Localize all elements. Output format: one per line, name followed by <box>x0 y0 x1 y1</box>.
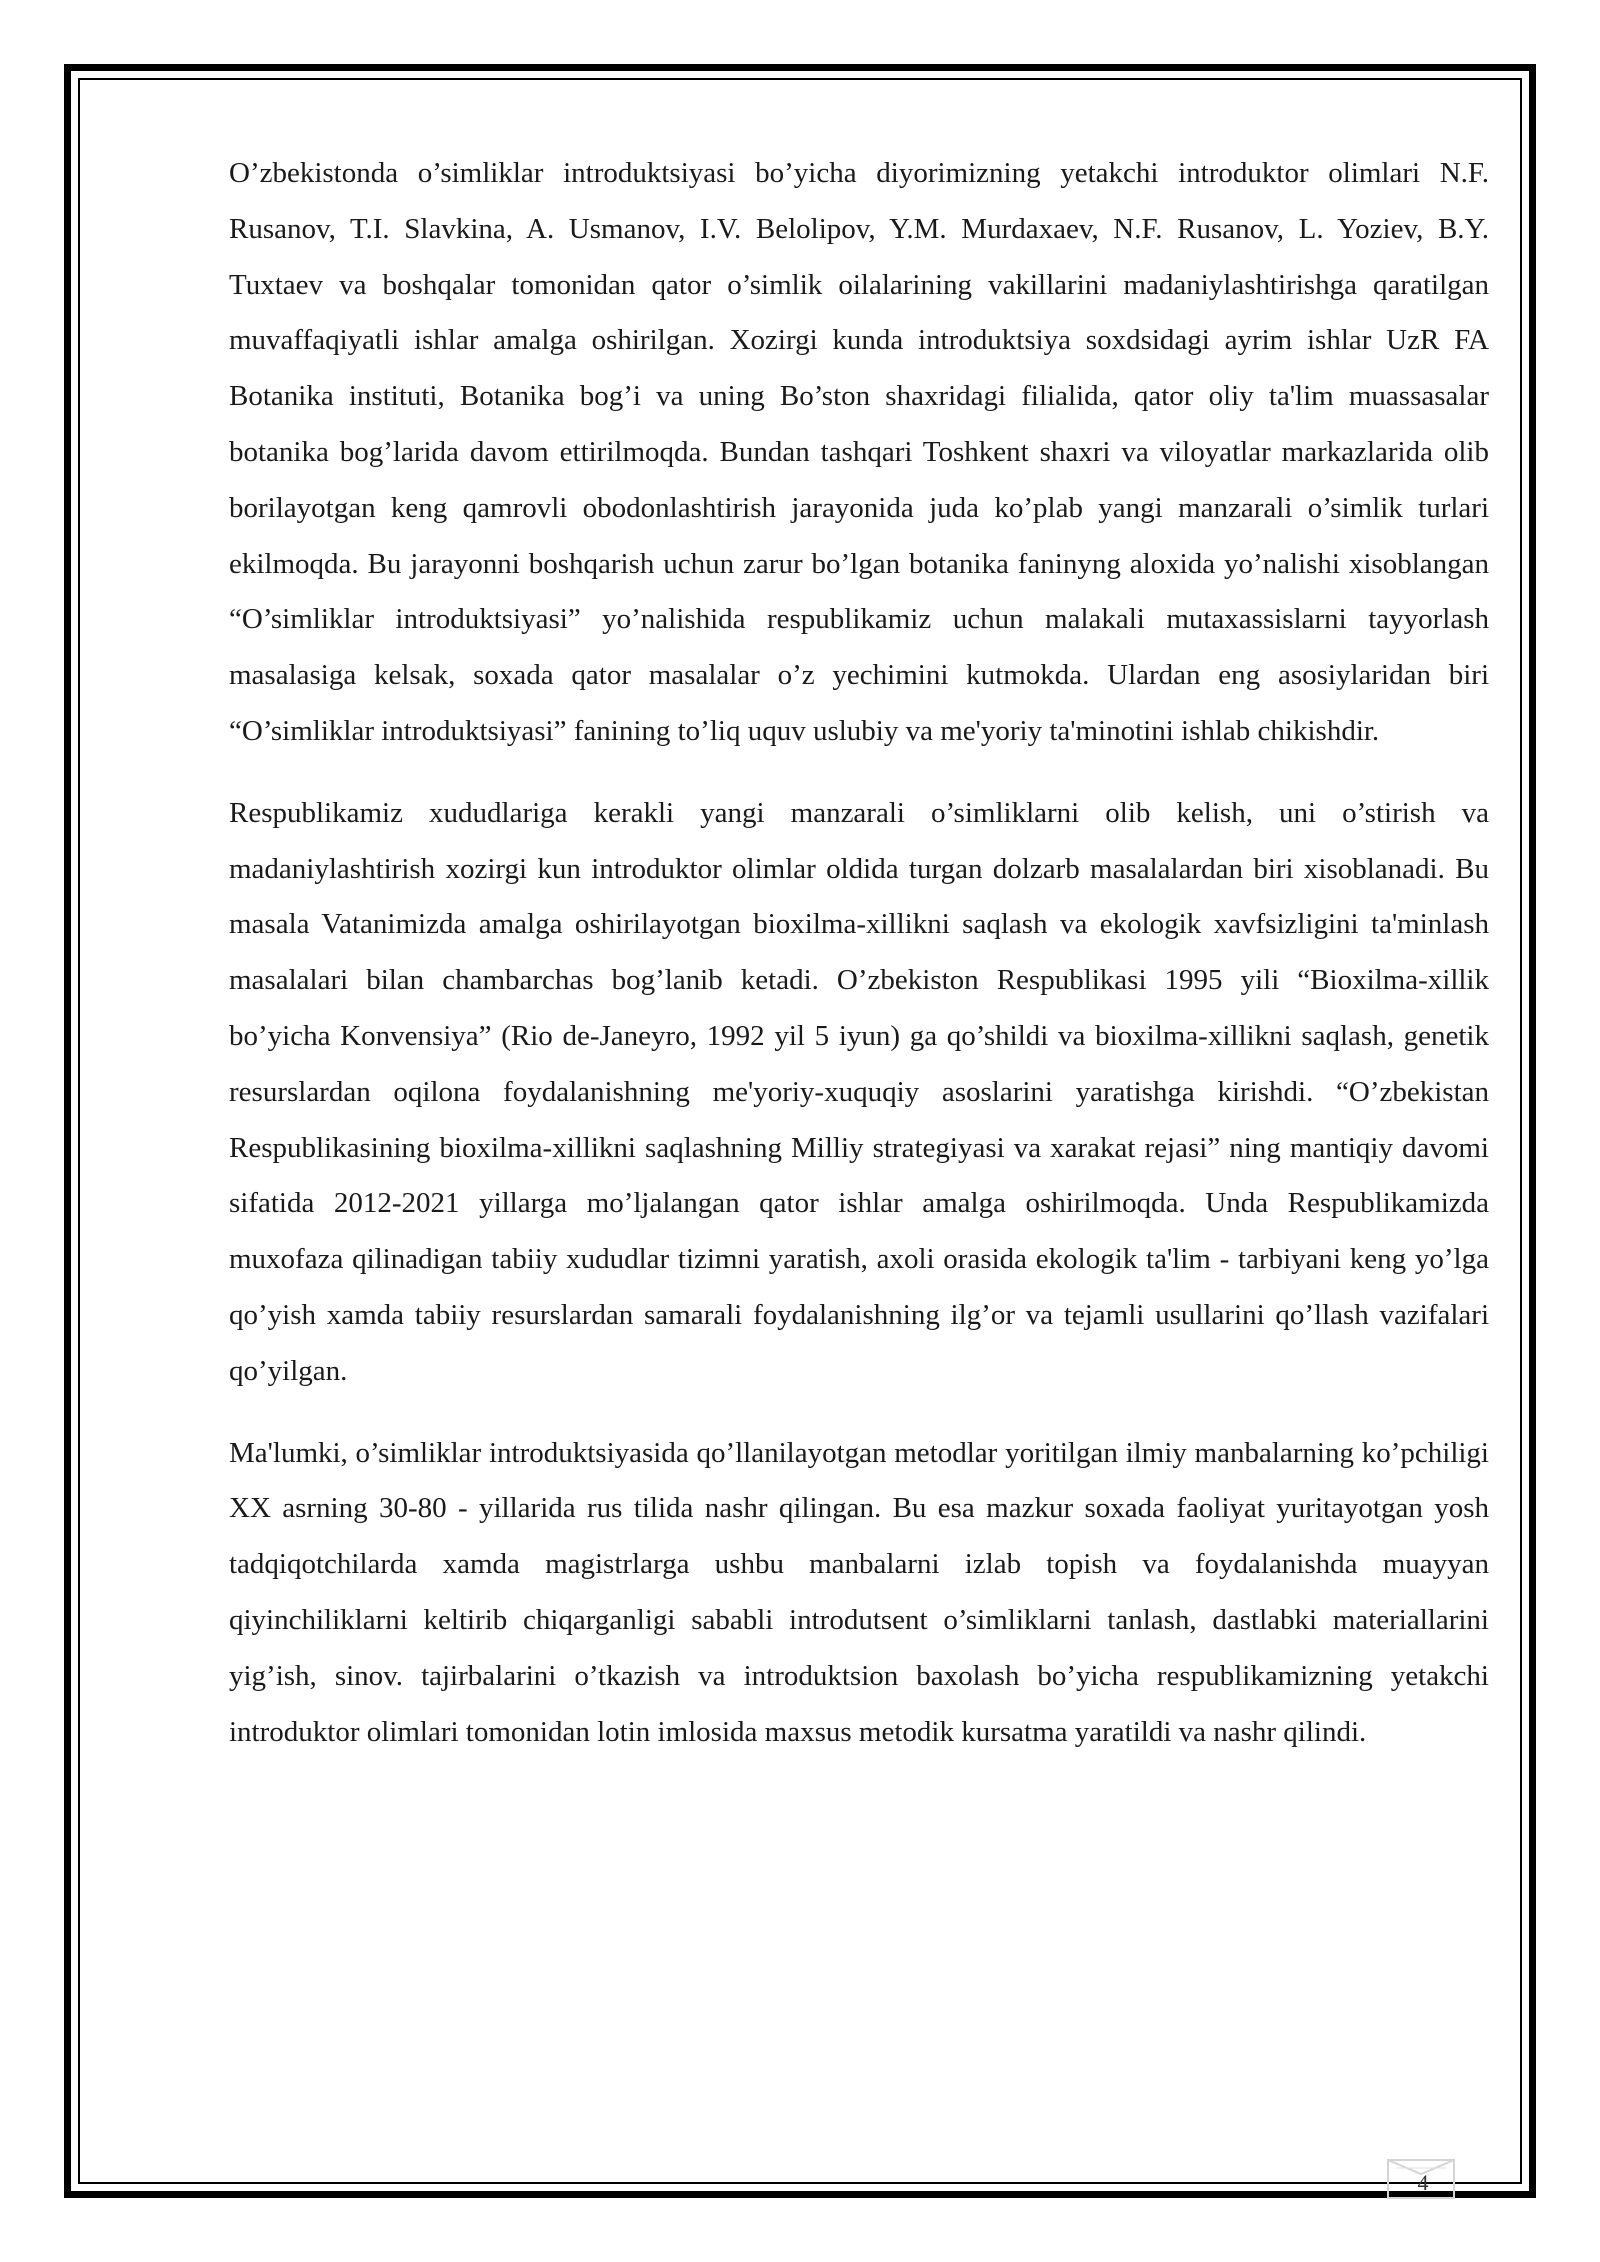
paragraph-introduction: O’zbekistonda o’simliklar introduktsiyasi bo’yicha diyorimizning yetakchi introduktor olimlari N.F. Rusanov, T.I. Slavkina, A. Usmanov, I.V. Belolipov, Y.M. Murdaxaev, N.F. Rusanov, L. Yoziev, B.Y. Tuxtaev va boshqalar tomonidan qator o’simlik oilalarining vakillarini madaniylashtirishga qaratilgan muvaffaqiyatli ishlar amalga oshirilgan. Xozirgi kunda introduktsiya soxdsidagi ayrim ishlar UzR FA Botanika instituti, Botanika bog’i va uning Bo’ston shaxridagi filialida, qator oliy ta'lim muassasalar botanika bog’larida davom ettirilmoqda. Bundan tashqari Toshkent shaxri va viloyatlar markazlarida olib borilayotgan keng qamrovli obodonlashtirish jarayonida juda ko’plab yangi manzarali o’simlik turlari ekilmoqda. Bu jarayonni boshqarish uchun zarur bo’lgan botanika faninyng aloxida yo’nalishi xisoblangan “O’simliklar introduktsiyasi” yo’nalishida respublikamiz uchun malakali mutaxassislarni tayyorlash masalasiga kelsak, soxada qator masalalar o’z yechimini kutmokda. Ulardan eng asosiylaridan biri “O’simliklar introduktsiyasi” fanining to’liq uquv uslubiy va me'yoriy ta'minotini ishlab chikishdir. <box>229 157 1489 747</box>
document-body <box>229 146 1489 1786</box>
paragraph-methods: Ma'lumki, o’simliklar introduktsiyasida qo’llanilayotgan metodlar yoritilgan ilmiy manbalarning ko’pchiligi XX asrning 30-80 - yillarida rus tilida nashr qilingan. Bu esa mazkur soxada faoliyat yuritayotgan yosh tadqiqotchilarda xamda magistrlarga ushbu manbalarni izlab topish va foydalanishda muayyan qiyinchiliklarni keltirib chiqarganligi sababli introdutsent o’simliklarni tanlash, dastlabki materiallarini yig’ish, sinov. tajirbalarini o’tkazish va introduktsion baxolash bo’yicha respublikamizning yetakchi introduktor olimlari tomonidan lotin imlosida maxsus metodik kursatma yaratildi va nashr qilindi. <box>229 1436 1489 1748</box>
page-number: 4 <box>1417 2170 1429 2195</box>
paragraph-biodiversity: Respublikamiz xududlariga kerakli yangi manzarali o’simliklarni olib kelish, uni o’stirish va madaniylashtirish xozirgi kun introduktor olimlar oldida turgan dolzarb masalalardan biri xisoblanadi. Bu masala Vatanimizda amalga oshirilayotgan bioxilma-xillikni saqlash va ekologik xavfsizligini ta'minlash masalalari bilan chambarchas bog’lanib ketadi. O’zbekiston Respublikasi 1995 yili “Bioxilma-xillik bo’yicha Konvensiya” (Rio de-Janeyro, 1992 yil 5 iyun) ga qo’shildi va bioxilma-xillikni saqlash, genetik resurslardan oqilona foydalanishning me'yoriy-xuquqiy asoslarini yaratishga kirishdi. “O’zbekistan Respublikasining bioxilma-xillikni saqlashning Milliy strategiyasi va xarakat rejasi” ning mantiqiy davomi sifatida 2012-2021 yillarga mo’ljalangan qator ishlar amalga oshirilmoqda. Unda Respublikamizda muxofaza qilinadigan tabiiy xududlar tizimni yaratish, axoli orasida ekologik ta'lim - tarbiyani keng yo’lga qo’yish xamda tabiiy resurslardan samarali foydalanishning ilg’or va tejamli usullarini qo’llash vazifalari qo’yilgan. <box>229 796 1489 1387</box>
